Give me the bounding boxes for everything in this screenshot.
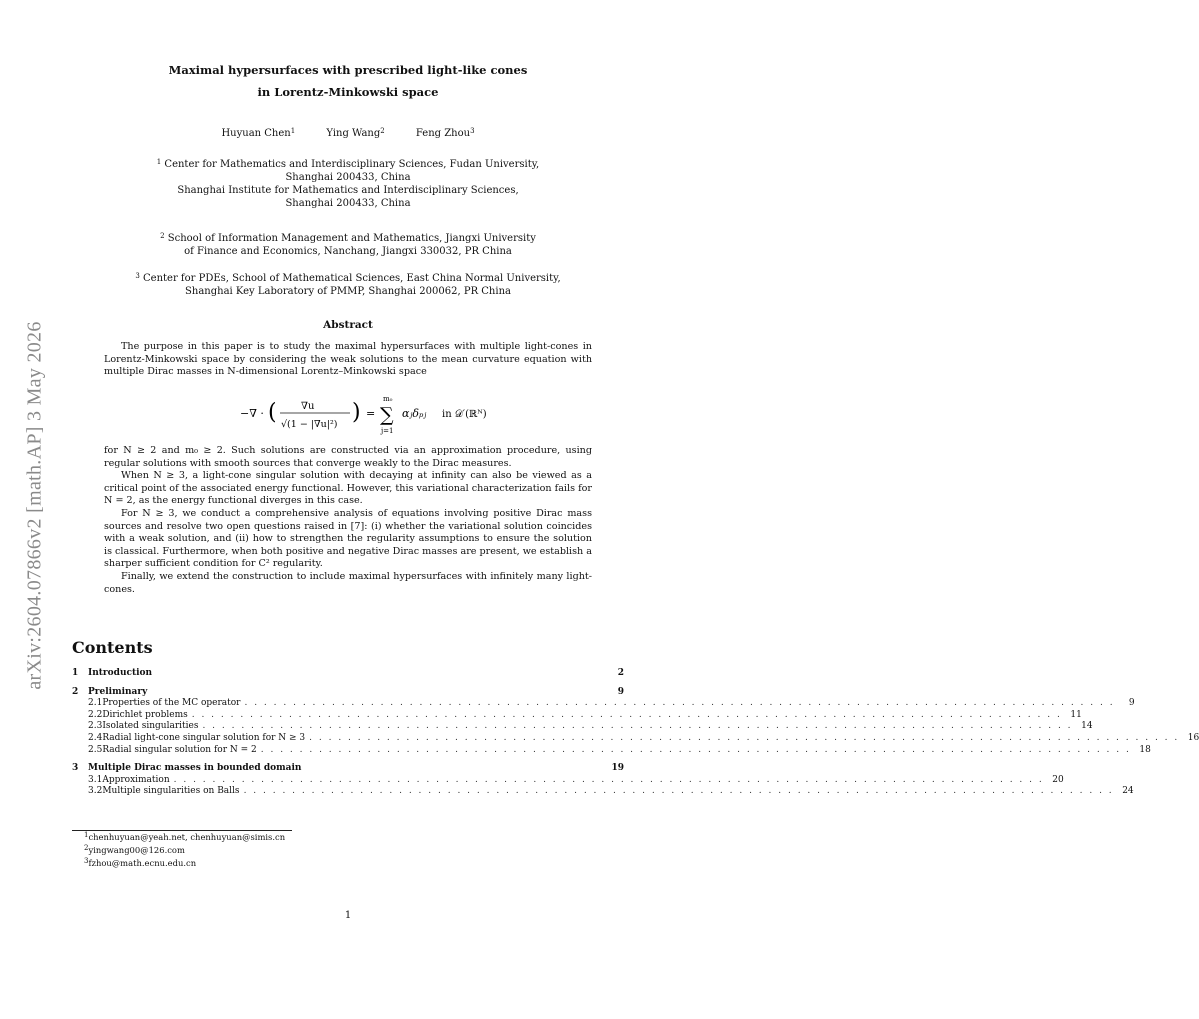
eq-denominator: √(1 − |∇u|²) <box>281 419 338 430</box>
toc-entry-number: 3.1 <box>88 774 103 785</box>
affiliation-1: $^1$ Center for Mathematics and Interdisciplinary Sciences, Fudan University, Shanghai 200433, China Shanghai Institute for Mathematics and Interdisciplinary Sciences, Shanghai 200433, China <box>156 158 540 209</box>
toc-entry-page: 11 <box>1070 709 1082 720</box>
title-line-1: Maximal hypersurfaces with prescribed light-like cones <box>168 63 528 77</box>
toc-entry-label: Introduction <box>88 668 153 678</box>
toc-leader-dots: . . . . . . . . . . . . . . . . . . . . . . . . . . . . . . . . . . . . . . . . . . . . . . . . . . . . . . . . . . . . . . . . . . . . . . . . . . . . . . . . . . . . . . . . . . <box>309 732 1180 743</box>
toc-section-entry[interactable] <box>72 763 624 775</box>
toc-section-entry[interactable] <box>72 668 624 680</box>
toc-entry-number: 3 <box>72 763 79 774</box>
svg-text:∑: ∑ <box>380 404 394 426</box>
affiliation-2: $^2$ School of Information Management and Mathematics, Jiangxi University of Finance and Economics, Nanchang, Jiangxi 330032, PR China <box>160 232 536 257</box>
toc-subsection-entry[interactable] <box>72 774 1064 787</box>
toc-subsection-entry[interactable] <box>72 721 1093 733</box>
abstract-paragraph-4: For N ≥ 3, we conduct a comprehensive analysis of equations involving positive Dirac mass sources and resolve two open questions raised in [7]: (i) whether the variational solution coincides with a weak solution, and (ii) how to strengthen the regularity assumptions to ensure the solution is classical. Furthermore, when both positive and negative Dirac masses are present, we establish a sharper sufficient condition for C² regularity. <box>104 507 592 570</box>
contents-heading: Contents <box>72 638 153 657</box>
toc-entry-page: 24 <box>1122 786 1134 797</box>
abstract-paragraph-2: for N ≥ 2 and m₀ ≥ 2. Such solutions are constructed via an approximation procedure, using regular solutions with smooth sources that converge weakly to the Dirac measures. <box>104 445 592 469</box>
toc-entry-page: 2 <box>617 668 624 678</box>
toc-subsection-entry[interactable] <box>72 709 1082 722</box>
footnote-3: $^3$fzhou@math.ecnu.edu.cn <box>84 857 197 868</box>
abstract-paragraph-3: When N ≥ 3, a light-cone singular solution with decaying at infinity can also be viewed as a critical point of the associated energy functional. However, this variational characterization fails for N = 2, as the energy functional diverges in this case. <box>104 470 592 507</box>
toc-leader-dots: . . . . . . . . . . . . . . . . . . . . . . . . . . . . . . . . . . . . . . . . . . . . . . . . . . . . . . . . . . . . . . . . . . . . . . . . . . . . . . . . . . . . . . . . . . <box>173 774 1044 785</box>
toc-entry-label: Isolated singularities <box>102 721 199 732</box>
toc-entry-number: 2.3 <box>88 721 103 732</box>
toc-entry-number: 3.2 <box>88 786 103 797</box>
toc-entry-label: Radial light-cone singular solution for N ≥ 3 <box>102 732 306 743</box>
table-of-contents <box>72 668 1199 798</box>
toc-entry-page: 9 <box>617 686 624 697</box>
abstract-body <box>104 445 592 596</box>
title-line-2: in Lorentz-Minkowski space <box>257 85 439 99</box>
toc-leader-dots: . . . . . . . . . . . . . . . . . . . . . . . . . . . . . . . . . . . . . . . . . . . . . . . . . . . . . . . . . . . . . . . . . . . . . . . . . . . . . . . . . . . . . . . . . . <box>202 721 1073 732</box>
toc-entry-page: 20 <box>1052 774 1064 785</box>
toc-entry-page: 9 <box>1128 698 1135 709</box>
eq-domain: in 𝒟′(ℝᴺ) <box>442 409 487 420</box>
footnote-2: $^2$yingwang00@126.com <box>84 844 185 855</box>
toc-entry-page: 14 <box>1081 721 1093 732</box>
svg-text:(: ( <box>268 400 277 425</box>
toc-entry-label: Multiple Dirac masses in bounded domain <box>88 763 302 774</box>
toc-entry-page: 16 <box>1187 732 1199 743</box>
toc-entry-label: Properties of the MC operator <box>102 698 241 709</box>
arxiv-identifier: arXiv:2604.07866v2 [math.AP] 3 May 2026 <box>23 320 46 690</box>
toc-entry-number: 1 <box>72 668 79 678</box>
svg-text:=: = <box>366 407 376 420</box>
toc-entry-label: Preliminary <box>88 686 148 697</box>
toc-entry-number: 2.4 <box>88 732 103 743</box>
eq-sum-upper: m₀ <box>383 395 393 403</box>
eq-numerator: ∇u <box>301 401 315 412</box>
arxiv-sidebar-stamp <box>18 285 52 725</box>
eq-sum-lower: j=1 <box>381 427 394 435</box>
mean-curvature-equation <box>72 392 624 442</box>
toc-entry-number: 2.2 <box>88 709 103 720</box>
toc-entry-label: Dirichlet problems <box>102 709 188 720</box>
toc-entry-label: Multiple singularities on Balls <box>102 786 240 797</box>
author-1: Huyuan Chen$^1$ <box>221 127 296 139</box>
affiliation-3: $^3$ Center for PDEs, School of Mathematical Sciences, East China Normal University, Shanghai Key Laboratory of PMMP, Shanghai 200062, PR China <box>135 272 561 297</box>
footnote-1: $^1$chenhuyuan@yeah.net, chenhuyuan@simis.cn <box>84 831 286 842</box>
author-list <box>72 128 624 139</box>
toc-subsection-entry[interactable] <box>72 786 1134 798</box>
toc-subsection-entry[interactable] <box>72 744 1151 757</box>
page-number: 1 <box>344 910 352 921</box>
author-2: Ying Wang$^2$ <box>326 127 385 139</box>
toc-leader-dots: . . . . . . . . . . . . . . . . . . . . . . . . . . . . . . . . . . . . . . . . . . . . . . . . . . . . . . . . . . . . . . . . . . . . . . . . . . . . . . . . . . . . . . . . . . <box>243 786 1114 797</box>
toc-leader-dots: . . . . . . . . . . . . . . . . . . . . . . . . . . . . . . . . . . . . . . . . . . . . . . . . . . . . . . . . . . . . . . . . . . . . . . . . . . . . . . . . . . . . . . . . . . <box>191 709 1062 720</box>
toc-subsection-entry[interactable] <box>72 698 1135 710</box>
toc-subsection-entry[interactable] <box>72 732 1199 745</box>
abstract-heading: Abstract <box>323 319 373 331</box>
toc-entry-page: 18 <box>1139 744 1151 755</box>
toc-leader-dots: . . . . . . . . . . . . . . . . . . . . . . . . . . . . . . . . . . . . . . . . . . . . . . . . . . . . . . . . . . . . . . . . . . . . . . . . . . . . . . . . . . . . . . . . . . <box>244 698 1115 709</box>
toc-entry-label: Radial singular solution for N = 2 <box>102 744 257 755</box>
toc-entry-number: 2.5 <box>88 744 103 755</box>
abstract-paragraph-1: The purpose in this paper is to study the maximal hypersurfaces with multiple light-cones in Lorentz-Minkowski space by considering the weak solutions to the mean curvature equation with multiple Dirac masses in N-dimensional Lorentz–Minkowski space <box>104 341 592 378</box>
author-3: Feng Zhou$^3$ <box>415 127 475 139</box>
toc-entry-page: 19 <box>611 763 624 774</box>
toc-entry-number: 2.1 <box>88 698 103 709</box>
footnote-rule <box>72 830 292 831</box>
abstract-paragraph-5: Finally, we extend the construction to include maximal hypersurfaces with infinitely many light-cones. <box>104 570 592 595</box>
toc-leader-dots: . . . . . . . . . . . . . . . . . . . . . . . . . . . . . . . . . . . . . . . . . . . . . . . . . . . . . . . . . . . . . . . . . . . . . . . . . . . . . . . . . . . . . . . . . . <box>260 744 1131 755</box>
toc-entry-label: Approximation <box>102 774 170 785</box>
svg-text:−∇ ·: −∇ · <box>240 407 264 420</box>
eq-rhs: αⱼδₚⱼ <box>402 407 427 420</box>
toc-entry-number: 2 <box>72 686 79 697</box>
toc-section-entry[interactable] <box>72 687 624 699</box>
svg-text:): ) <box>352 400 361 425</box>
